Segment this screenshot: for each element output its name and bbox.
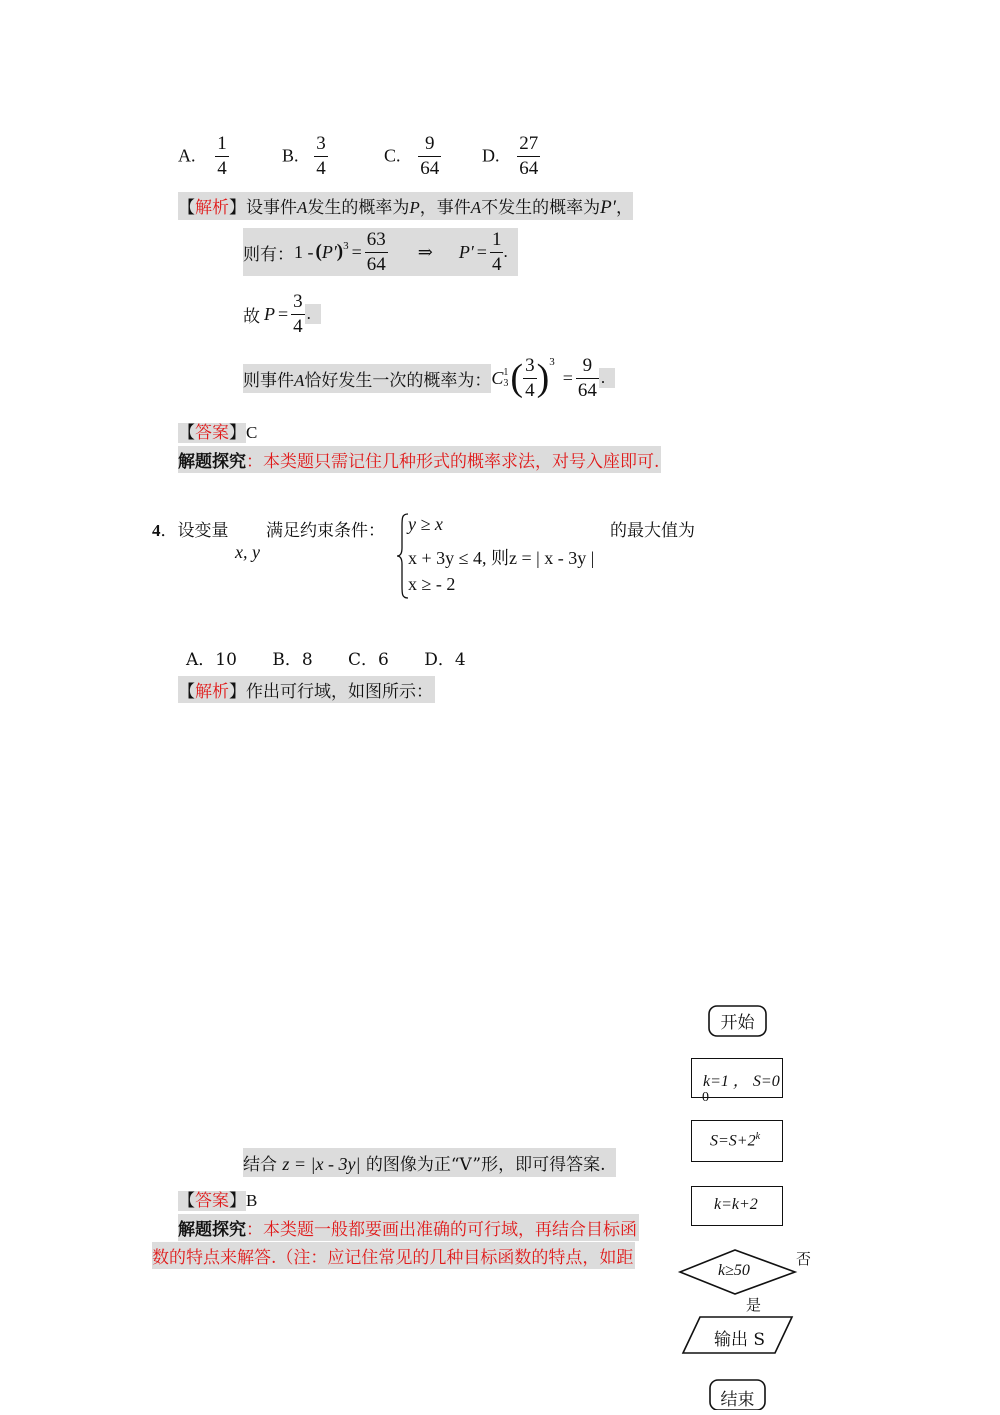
q3-eq2-equals: = — [278, 303, 289, 324]
q4-answer-line — [178, 1186, 257, 1211]
q3-eq3-c-sup: 1 — [503, 367, 509, 378]
q3-option-c-num: 9 — [425, 133, 435, 154]
q4-answer-label: 【答案】 — [178, 1191, 246, 1211]
q3-option-d-num: 27 — [519, 133, 539, 154]
q4-analysis-line: 【解析】作出可行域，如图所示： — [178, 676, 435, 703]
flowchart-step1-label: S=S+2 — [710, 1132, 756, 1150]
flowchart-cond-label: k≥50 — [718, 1262, 750, 1279]
q3-eq1-den: 64 — [366, 253, 386, 275]
q3-explore-label: 解题探究 — [178, 452, 246, 472]
q4-analysis-tag: 解析 — [195, 682, 229, 702]
q4-cond-3-text: x ≥ - 2 — [408, 574, 456, 594]
q3-analysis-text-1: 设事件 — [246, 198, 297, 218]
q4-answer: B — [246, 1191, 258, 1210]
q3-eq3-paren-num: 3 — [525, 354, 535, 376]
q3-eq2-frac — [291, 292, 305, 337]
flowchart-step2-box — [691, 1186, 783, 1226]
q3-eq1-rhs-den: 4 — [491, 253, 502, 275]
q3-eq1-prefix: 则有： — [243, 244, 294, 265]
q3-explore-text: ：本类题只需记住几种形式的概率求法，对号入座即可. — [246, 452, 660, 472]
q3-equation-3 — [243, 352, 615, 404]
q3-eq1-rhs-num: 1 — [491, 228, 502, 250]
q3-eq1-equals-2: = — [476, 241, 487, 262]
q3-option-d-den: 64 — [519, 157, 539, 179]
flowchart-step1-box — [691, 1120, 783, 1162]
q4-combine-prefix: 结合 — [243, 1155, 277, 1175]
flowchart-step1-sup: k — [755, 1131, 761, 1142]
q4-stem-3: 的最大值为 — [610, 521, 695, 541]
q3-eq3-prefix-2: 恰好发生一次的概率为： — [304, 370, 492, 391]
q3-eq1-equals: = — [351, 241, 362, 262]
q3-option-a-letter: A. — [178, 145, 196, 166]
q3-analysis-text-3: ，事件 — [419, 198, 471, 218]
q3-analysis-text-2: 发生的概率为 — [307, 198, 410, 218]
q4-explore-text-1: ：本类题一般都要画出准确的可行域，再结合目标函 — [246, 1220, 637, 1240]
q3-answer-line — [178, 418, 257, 443]
q3-eq2-num: 3 — [293, 290, 303, 312]
q3-eq1-period: . — [503, 242, 508, 261]
q3-answer: C — [246, 423, 258, 442]
q3-option-b — [282, 134, 328, 179]
flowchart-init-label: k=1 ， S=0 — [703, 1073, 780, 1090]
flowchart-start-label: 开始 — [720, 1013, 755, 1033]
q4-vars: x, y — [235, 542, 260, 562]
q3-eq3-equals: = — [562, 367, 573, 388]
q3-eq1-arrow: ⇒ — [417, 241, 433, 262]
q3-eq3-den: 64 — [577, 379, 597, 401]
q3-eq2-period: . — [305, 304, 321, 324]
q4-options — [186, 645, 466, 670]
q3-eq3-period: . — [599, 368, 615, 388]
q3-eq1-rhs-frac — [490, 230, 504, 275]
q4-option-b: B．8 — [272, 650, 313, 670]
q3-eq2-den: 4 — [293, 315, 303, 337]
q4-combine-suffix: 的图像为正“V”形，即可得答案. — [365, 1155, 606, 1175]
q3-eq1-frac — [365, 230, 388, 275]
flowchart-end-label: 结束 — [720, 1390, 755, 1410]
q4-stem-1: 设变量 — [177, 521, 229, 541]
q3-var-pprime: P′ — [600, 197, 616, 218]
q4-cond-1-text: y ≥ x — [408, 514, 443, 534]
q3-analysis-text-4: 不发生的概率为 — [481, 198, 601, 218]
q3-analysis-tag: 解析 — [195, 198, 229, 218]
q3-eq1-num: 63 — [366, 228, 386, 250]
flowchart-yes-label: 是 — [746, 1296, 762, 1314]
q3-eq1-lhs: 1 - — [294, 241, 314, 262]
q4-analysis-text: 作出可行域，如图所示： — [246, 682, 433, 702]
q3-eq3-text — [243, 364, 491, 393]
q4-cond-1 — [408, 514, 443, 535]
q3-analysis-text-end: ， — [615, 198, 633, 218]
q3-option-b-den: 4 — [316, 157, 326, 179]
q3-eq3-c-sub: 3 — [503, 378, 509, 389]
q4-explore-label: 解题探究 — [178, 1220, 246, 1240]
q3-var-a: A — [297, 198, 308, 217]
q3-eq2-var: P — [264, 303, 275, 324]
flowchart-step1-text — [710, 1131, 760, 1150]
q4-stem-2: 满足约束条件： — [266, 521, 385, 541]
q3-options — [178, 134, 229, 179]
q4-stem — [152, 516, 229, 541]
q3-eq3-var: A — [294, 370, 305, 390]
q4-option-c: C．6 — [348, 650, 389, 670]
q3-var-a-2: A — [470, 198, 482, 217]
q4-explore-line-2: 数的特点来解答.（注：应记住常见的几种目标函数的特点，如距 — [152, 1242, 635, 1269]
q3-equation-2 — [243, 290, 321, 338]
q4-option-d: D．4 — [424, 650, 466, 670]
flowchart-no-label: 否 — [796, 1250, 812, 1268]
flowchart-output-label: 输出 S — [714, 1330, 766, 1350]
q3-option-c — [384, 134, 441, 179]
q3-option-d — [482, 134, 540, 179]
q4-number: 4 — [152, 521, 161, 540]
q3-eq3-prefix-1: 则事件 — [243, 370, 294, 391]
flowchart-output — [714, 1325, 765, 1350]
q3-eq3-num: 9 — [582, 354, 593, 376]
q3-option-b-frac — [314, 134, 328, 179]
q3-eq3-frac — [576, 356, 599, 401]
q3-option-c-letter: C. — [384, 145, 401, 166]
q3-equation-1 — [243, 228, 518, 276]
q3-eq3-paren-close: ) — [536, 357, 550, 399]
q4-combine-expr: z = |x - 3y| — [282, 1154, 361, 1174]
q3-analysis-bracket-close: 】 — [229, 198, 246, 218]
q3-eq3-c: C — [491, 367, 504, 388]
q3-option-c-frac — [418, 134, 441, 179]
q4-number-dot: ． — [160, 521, 178, 541]
flowchart-init-wrap: 0 — [702, 1090, 709, 1105]
q3-var-p: P — [409, 198, 420, 217]
q3-option-a-num: 1 — [217, 133, 227, 154]
q3-option-c-den: 64 — [420, 157, 440, 179]
q3-eq3-paren-open: ( — [510, 357, 524, 399]
q3-option-b-letter: B. — [282, 145, 299, 166]
q3-answer-label: 【答案】 — [178, 423, 246, 443]
q4-cond-2-text: x + 3y ≤ 4, 则z = | x - 3y | — [408, 548, 595, 568]
q3-eq1-pprime: P′ — [321, 241, 337, 262]
q4-option-a: A．10 — [186, 650, 237, 670]
q4-combine-line — [243, 1148, 616, 1177]
q4-cond-3 — [408, 574, 455, 595]
q3-option-a-frac — [215, 134, 229, 179]
q3-option-b-num: 3 — [316, 133, 326, 154]
q3-option-d-letter: D. — [482, 145, 500, 166]
q3-eq3-paren-frac — [523, 356, 537, 401]
q3-eq2-prefix: 故 — [243, 306, 260, 327]
q4-answer-tag: 答案 — [195, 1191, 229, 1211]
q3-eq1-paren-open: ( — [315, 241, 322, 262]
q3-answer-tag: 答案 — [195, 423, 229, 443]
q3-eq3-power: 3 — [549, 356, 555, 368]
q3-option-a-den: 4 — [217, 157, 227, 179]
q3-eq1-rhs-var: P′ — [458, 241, 474, 262]
flowchart-step2-label: k=k+2 — [714, 1196, 758, 1213]
q3-option-d-frac — [517, 134, 540, 179]
q3-analysis-line — [178, 192, 633, 220]
q3-explore-line — [178, 446, 661, 473]
q4-explore-line-1 — [178, 1214, 639, 1241]
q3-eq3-paren-den: 4 — [525, 379, 535, 401]
q3-eq1-power: 3 — [343, 240, 349, 252]
q3-eq3-c-indices — [503, 367, 508, 389]
q4-cond-2 — [408, 544, 594, 570]
q3-analysis-bracket-open: 【 — [178, 198, 195, 218]
q3-eq1-paren-close: ) — [336, 241, 344, 262]
